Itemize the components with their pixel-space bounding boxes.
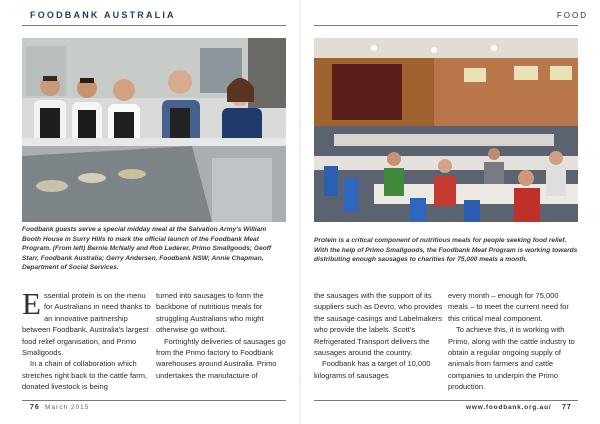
- footer-rule: [22, 400, 286, 401]
- paragraph: Foodbank has a target of 10,000 kilograms of sausages: [314, 359, 431, 380]
- brand-name: FOODBANK AUSTRALIA: [30, 10, 176, 20]
- intro-paragraph: [22, 286, 154, 358]
- paragraph: the sausages with the support of its suppliers such as Devro, who provides the sausage casings and Labelmakers who provide the labels. Scott's Refrigerated Transport delivers the sausages around the country.: [314, 291, 443, 358]
- website-url: www.foodbank.org.au/: [466, 404, 552, 411]
- header-rule: [22, 25, 286, 26]
- issue-date: March 2015: [45, 404, 90, 411]
- paragraph: Fortnightly deliveries of sausages go from the Primo factory to Foodbank warehouses around Australia. Primo undertakes the manufacture of: [156, 336, 286, 380]
- intro-text: ssential protein is on the menu for Australians in need thanks to an innovative partnership between Foodbank, Australia's largest food relief organisation, and Primo Smallgoods.: [22, 291, 151, 358]
- caption-left: Foodbank guests serve a special midday meal at the Salvation Army's William Booth House in Surry Hills to mark the official launch of the Foodbank Meat Program. (From left) Bernie McNally and Rob Lederer, Primo Smallgoods; Geoff Starr, Foodbank Australia; Gerry Andersen, Foodbank NSW; Annie Chapman, Department of Social Services.: [22, 226, 272, 272]
- paragraph: To achieve this, it is working with Primo, along with the cattle industry to obtain a regular ongoing supply of animals from farmers and cattle companies to underpin the Primo production.: [448, 325, 575, 392]
- photo-volunteers-serving: [22, 38, 286, 222]
- photo-icon: [314, 38, 578, 222]
- body-column-3: [314, 290, 444, 381]
- photo-icon: [22, 38, 286, 222]
- paragraph: every month – enough for 75,000 meals – to meet the current need for this critical meal component.: [448, 291, 569, 323]
- body-column-2: [156, 290, 286, 381]
- paragraph: In a chain of collaboration which stretches right back to the cattle farm, donated livestock is being: [22, 359, 148, 392]
- body-column-1: [22, 286, 154, 393]
- page-number-left: 76: [30, 404, 40, 411]
- page-number-right: 77: [562, 404, 572, 411]
- body-column-4: [448, 290, 580, 393]
- drop-cap: E: [22, 286, 41, 321]
- paragraph: turned into sausages to form the backbone of nutritious meals for struggling Australians who might otherwise go without.: [156, 291, 264, 335]
- header-rule: [314, 25, 578, 26]
- section-label: FOOD: [556, 11, 588, 20]
- right-page: [300, 0, 600, 424]
- photo-dining-hall: [314, 38, 578, 222]
- caption-right: Protein is a critical component of nutritious meals for people seeking food relief. With the help of Primo Smallgoods, the Foodbank Meat Program is working towards distributing enough sausages to charities for 75,000 meals a month.: [314, 237, 578, 264]
- footer-rule: [314, 400, 578, 401]
